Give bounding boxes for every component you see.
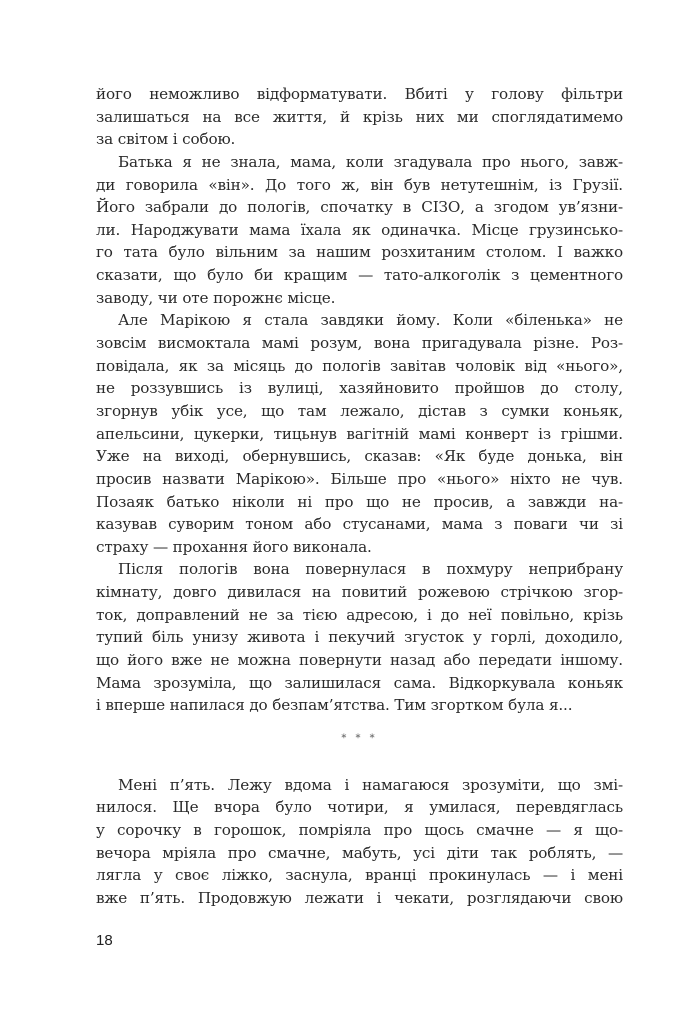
text-line: Мама зрозуміла, що залишилася сама. Відкоркувала коньяк — [96, 673, 623, 692]
paragraph — [96, 558, 623, 716]
text-line: казував суворим тоном або стусанами, мама з поваги чи зі — [96, 515, 623, 534]
text-line: лягла у своє ліжко, заснула, вранці прокинулась — і мені — [96, 866, 623, 885]
text-line: Мені п’ять. Лежу вдома і намагаюся зрозуміти, що змі- — [118, 775, 623, 794]
text-line: ли. Народжувати мама їхала як одиначка. Місце грузинсько- — [96, 220, 623, 239]
page-number: 18 — [96, 932, 113, 949]
text-line: тупий біль унизу живота і пекучий згусток у горлі, доходило, — [96, 628, 623, 647]
text-line: вже п’ять. Продовжую лежати і чекати, розглядаючи свою — [96, 888, 623, 907]
text-line: кімнату, довго дивилася на повитий рожевою стрічкою згор- — [96, 583, 623, 602]
paragraph — [96, 309, 623, 558]
page-body — [96, 83, 623, 909]
text-line: повідала, як за місяць до пологів завітав чоловік від «нього», — [96, 356, 623, 375]
text-line: вечора мріяла про смачне, мабуть, усі діти так роблять, — — [96, 843, 623, 862]
text-line: залишаться на все життя, й крізь них ми споглядатимемо — [96, 107, 623, 126]
text-line: апельсини, цукерки, тицьнув вагітній мамі конверт із грішми. — [96, 424, 623, 443]
text-line: ди говорила «він». До того ж, він був нетутешнім, із Грузії. — [96, 175, 623, 194]
text-line: і вперше напилася до безпам’ятства. Тим згортком була я... — [96, 696, 573, 715]
text-section-after-separator — [96, 774, 623, 910]
text-line: заводу, чи оте порожнє місце. — [96, 288, 336, 307]
text-line: Але Марікою я стала завдяки йому. Коли «біленька» не — [118, 311, 623, 330]
text-line: ток, доправлений не за тією адресою, і до неї повільно, крізь — [96, 605, 623, 624]
text-line: його неможливо відформатувати. Вбиті у голову фільтри — [96, 85, 623, 103]
text-line: що його вже не можна повернути назад або передати іншому. — [96, 651, 623, 670]
section-separator: * * * — [341, 732, 378, 744]
paragraph — [96, 83, 623, 151]
text-line: згорнув убік усе, що там лежало, дістав з сумки коньяк, — [96, 401, 623, 420]
text-line: зовсім висмоктала мамі розум, вона пригадувала різне. Роз- — [96, 334, 623, 353]
text-line: Батька я не знала, мама, коли згадувала про нього, завж- — [118, 152, 623, 171]
text-line: го тата було вільним за нашим розхитаним столом. І важко — [96, 243, 623, 262]
paragraph — [96, 151, 623, 309]
text-line: не роззувшись із вулиці, хазяйновито пройшов до столу, — [96, 379, 623, 398]
text-line: у сорочку в горошок, помріяла про щось смачне — я що- — [96, 820, 623, 839]
text-line: Позаяк батько ніколи ні про що не просив, а завжди на- — [96, 492, 623, 511]
text-line: сказати, що було би кращим — тато-алкоголік з цементного — [96, 266, 623, 285]
text-line: страху — прохання його виконала. — [96, 537, 372, 556]
text-line: Його забрали до пологів, спочатку в СІЗО, а згодом ув’язни- — [96, 198, 623, 217]
text-section-before-separator — [96, 83, 623, 717]
text-line: Після пологів вона повернулася в похмуру неприбрану — [118, 560, 623, 579]
text-line: нилося. Ще вчора було чотири, я умилася, перевдяглась — [96, 798, 623, 817]
text-line: за світом і собою. — [96, 130, 236, 149]
text-line: Уже на виході, обернувшись, сказав: «Як буде донька, він — [96, 447, 623, 466]
paragraph — [96, 774, 623, 910]
text-line: просив назвати Марікою». Більше про «нього» ніхто не чув. — [96, 469, 623, 488]
